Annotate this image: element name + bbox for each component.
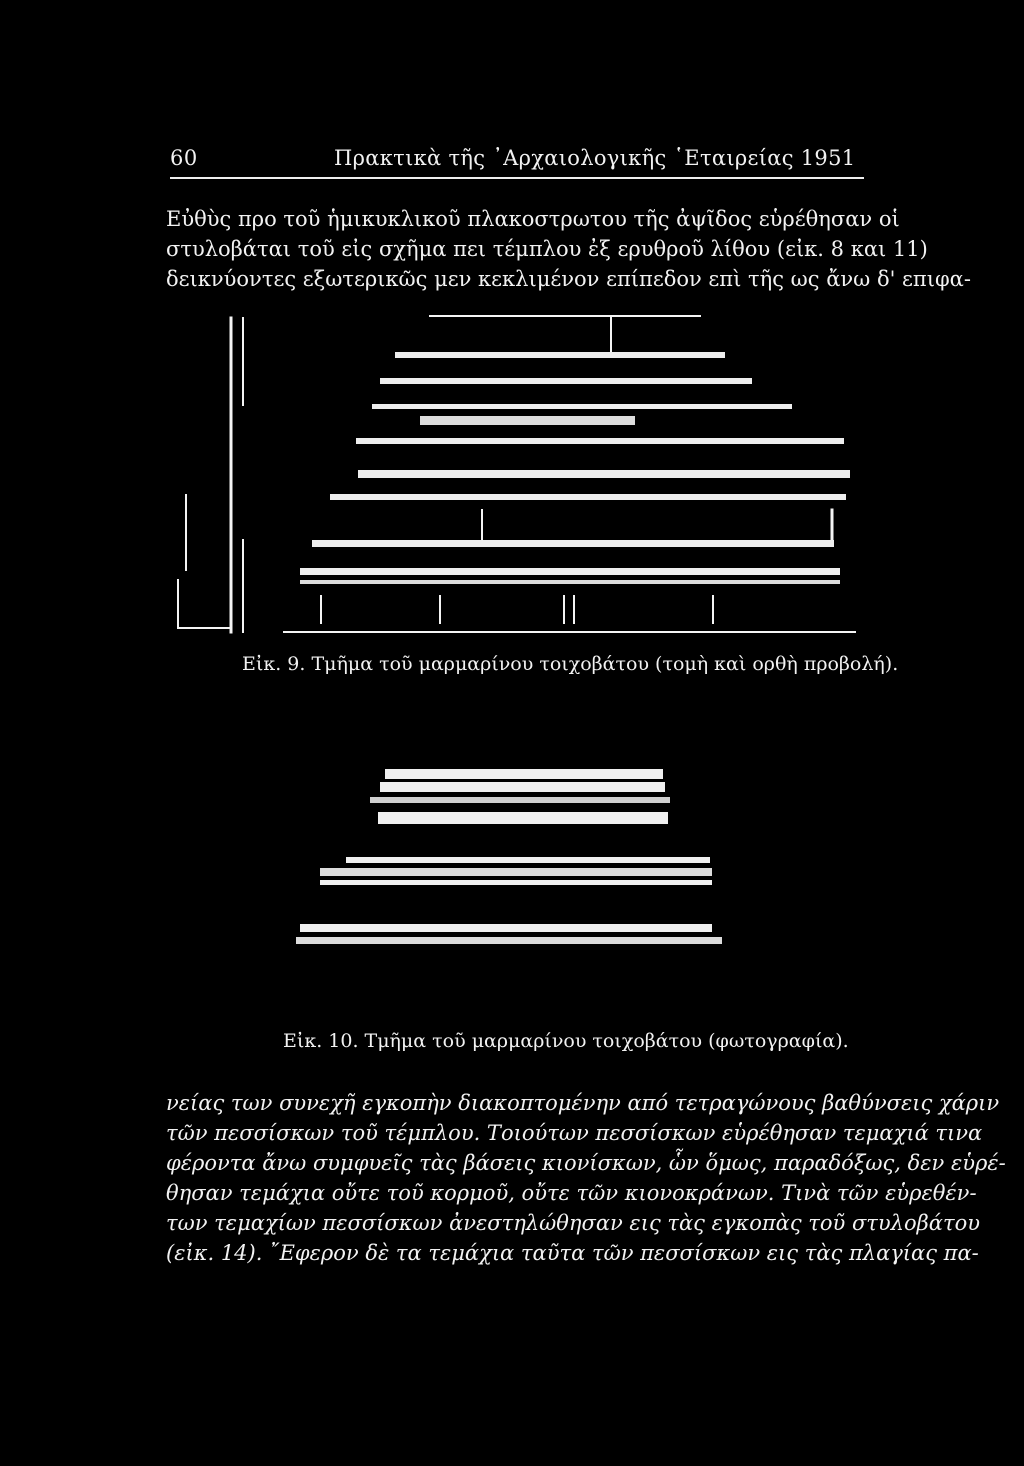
figure-9-caption: Εἰκ. 9. Τμῆμα τοῦ μαρμαρίνου τοιχοβάτου (τομὴ καὶ ορθὴ προβολή). — [242, 653, 899, 675]
text-line: φέροντα ἄνω συμφυεῖς τὰς βάσεις κιονίσκων, ὧν ὅμως, παραδόξως, δεν εὑρέ- — [166, 1151, 1006, 1175]
figure-10-caption: Εἰκ. 10. Τμῆμα τοῦ μαρμαρίνου τοιχοβάτου (φωτογραφία). — [283, 1030, 849, 1052]
text-line: θησαν τεμάχια οὔτε τοῦ κορμοῦ, οὔτε τῶν κιονοκράνων. Τινὰ τῶν εὑρεθέν- — [166, 1181, 977, 1205]
paragraph-bottom — [166, 1088, 1006, 1268]
text-line: τῶν πεσσίσκων τοῦ τέμπλου. Τοιούτων πεσσίσκων εὑρέθησαν τεμαχιά τινα — [166, 1121, 983, 1145]
text-line: Εὐθὺς προ τοῦ ἡμικυκλικοῦ πλακοστρωτου τῆς ἀψῖδος εὑρέθησαν οἱ — [166, 207, 900, 231]
text-line: δεικνύοντες εξωτερικῶς μεν κεκλιμένον επίπεδον επὶ τῆς ως ἄνω δ' επιφα- — [166, 267, 971, 291]
text-line: νείας των συνεχῆ εγκοπὴν διακοπτομένην από τετραγώνους βαθύνσεις χάριν — [166, 1091, 1000, 1115]
text-line: στυλοβάται τοῦ εἰς σχῆμα πει τέμπλου ἐξ ερυθροῦ λίθου (εἰκ. 8 και 11) — [166, 237, 928, 261]
text-line: (εἰκ. 14). ῎Εφερον δὲ τα τεμάχια ταῦτα τῶν πεσσίσκων εις τὰς πλαγίας πα- — [166, 1241, 979, 1265]
running-title: Πρακτικὰ τῆς ᾿Αρχαιολογικῆς ῾Εταιρείας 1951 — [334, 146, 856, 170]
text-line: των τεμαχίων πεσσίσκων ἀνεστηλώθησαν εις τὰς εγκοπὰς τοῦ στυλοβάτου — [166, 1211, 980, 1235]
page-number: 60 — [170, 146, 198, 170]
